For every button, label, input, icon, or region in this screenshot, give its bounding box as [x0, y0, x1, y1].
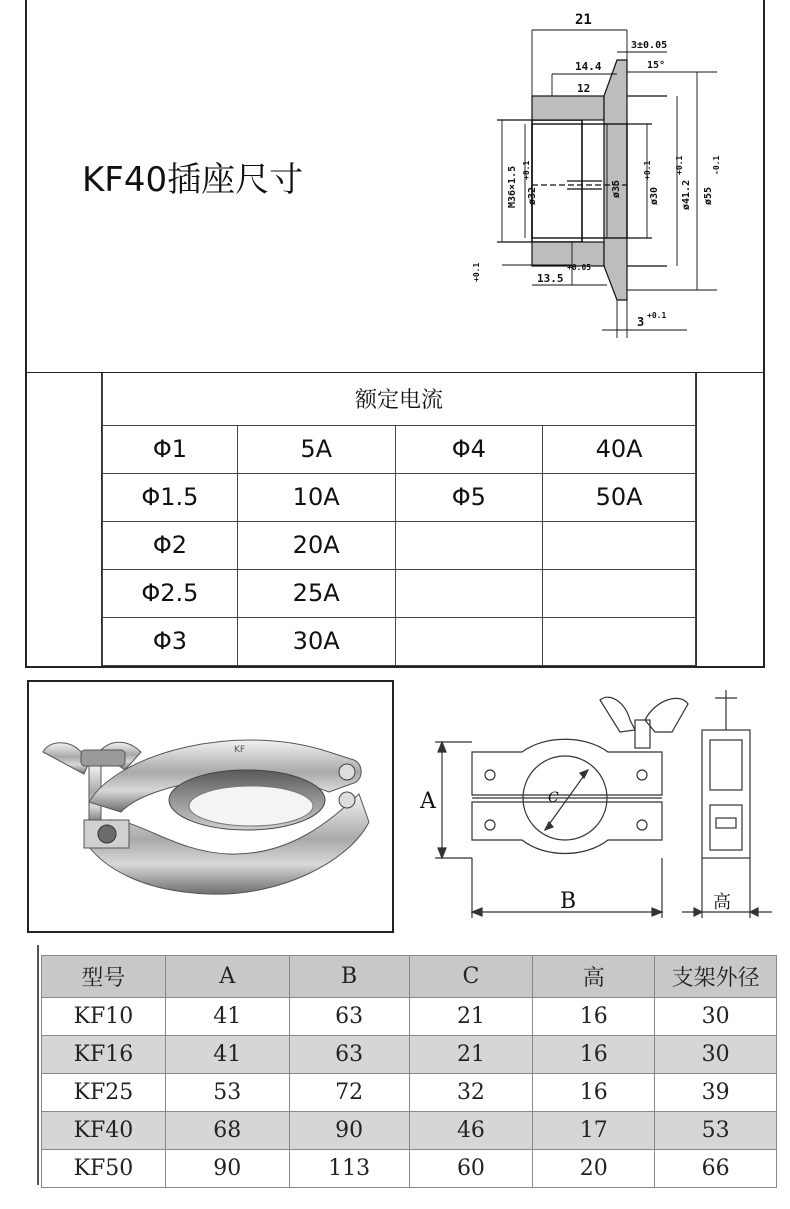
rated-current: 20A: [237, 521, 395, 569]
cell-bracket-od: 30: [655, 1036, 777, 1074]
rated-current-section: [25, 372, 765, 668]
cell-b: 90: [289, 1112, 409, 1150]
dim-phi55-tol: -0.1: [712, 155, 721, 175]
clamp-photo: [29, 682, 392, 931]
wire-diameter: Φ1.5: [103, 473, 238, 521]
cell-c: 46: [409, 1112, 533, 1150]
empty-cell: [543, 521, 696, 569]
table-row: [103, 425, 696, 473]
table-header-row: [103, 373, 696, 425]
table-row: [42, 1036, 777, 1074]
table-row: [42, 1074, 777, 1112]
rated-current: 50A: [543, 473, 696, 521]
empty-cell: [543, 617, 696, 665]
hinge-pin-icon: [339, 764, 355, 780]
rated-current: 40A: [543, 425, 696, 473]
cell-b: 63: [289, 1036, 409, 1074]
cell-c: 21: [409, 1036, 533, 1074]
cell-a: 41: [165, 1036, 289, 1074]
cell-b: 113: [289, 1150, 409, 1188]
table-row: [103, 569, 696, 617]
clamp-front-view: [435, 697, 688, 918]
cell-b: 72: [289, 1074, 409, 1112]
dim-12: 12: [577, 82, 591, 95]
label-b: B: [560, 889, 577, 914]
cell-model: KF40: [42, 1112, 166, 1150]
rated-current-table: [102, 373, 696, 666]
dim-tol-01: +0.1: [472, 262, 481, 282]
cell-model: KF10: [42, 998, 166, 1036]
wire-diameter: Φ3: [103, 617, 238, 665]
cell-model: KF16: [42, 1036, 166, 1074]
dim-m36: M36×1.5: [507, 165, 518, 208]
dim-13-5: 13.5: [537, 272, 564, 285]
cell-height: 20: [533, 1150, 655, 1188]
socket-dimension-section: [25, 0, 765, 372]
cell-height: 16: [533, 998, 655, 1036]
rated-current-header: 额定电流: [103, 373, 696, 425]
cell-a: 53: [165, 1074, 289, 1112]
label-a: A: [420, 789, 436, 814]
cell-c: 21: [409, 998, 533, 1036]
dim-phi55: ø55: [703, 186, 714, 205]
clamp-technical-drawing: [410, 680, 780, 930]
cell-a: 41: [165, 998, 289, 1036]
dim-14-4: 14.4: [575, 60, 602, 73]
wire-diameter: Φ2.5: [103, 569, 238, 617]
dim-phi32: ø32: [527, 186, 538, 205]
dim-15-deg: 15°: [647, 60, 666, 71]
dim-phi30-tol: +0.1: [643, 160, 652, 180]
empty-cell: [543, 569, 696, 617]
cell-a: 68: [165, 1112, 289, 1150]
rated-current: 30A: [237, 617, 395, 665]
table-row: [42, 1150, 777, 1188]
table-row: [103, 617, 696, 665]
cell-bracket-od: 66: [655, 1150, 777, 1188]
wire-diameter: Φ1: [103, 425, 238, 473]
col-header-height: 高: [533, 956, 655, 998]
dim-3-tol: 3±0.05: [631, 40, 668, 51]
col-header-a: A: [165, 956, 289, 998]
label-c: C: [548, 790, 559, 806]
cell-bracket-od: 39: [655, 1074, 777, 1112]
cell-model: KF25: [42, 1074, 166, 1112]
wire-diameter: Φ4: [395, 425, 543, 473]
cell-a: 90: [165, 1150, 289, 1188]
cell-height: 16: [533, 1074, 655, 1112]
cell-bracket-od: 53: [655, 1112, 777, 1150]
col-header-c: C: [409, 956, 533, 998]
dim-phi41: ø41.2: [681, 179, 692, 210]
table-header-row: [42, 956, 777, 998]
dim-13-5-tol: +0.05: [567, 263, 592, 272]
dim-phi35: ø35: [611, 179, 622, 198]
rated-current: 5A: [237, 425, 395, 473]
wire-diameter: Φ5: [395, 473, 543, 521]
table-row: [103, 521, 696, 569]
col-header-b: B: [289, 956, 409, 998]
rated-current: 10A: [237, 473, 395, 521]
clamp-photo-frame: [27, 680, 394, 933]
cell-c: 32: [409, 1074, 533, 1112]
wire-diameter: Φ2: [103, 521, 238, 569]
cell-model: KF50: [42, 1150, 166, 1188]
cell-height: 17: [533, 1112, 655, 1150]
col-header-bracket-od: 支架外径: [655, 956, 777, 998]
dim-3b-tol: +0.1: [647, 311, 667, 320]
socket-title: KF40插座尺寸: [82, 160, 304, 200]
dim-3b: 3: [637, 315, 645, 329]
empty-cell: [395, 569, 543, 617]
dim-phi30: ø30: [649, 186, 660, 205]
clamp-engraving: KF: [234, 745, 246, 755]
cell-height: 16: [533, 1036, 655, 1074]
dim-phi41-tol: +0.1: [675, 155, 684, 175]
cell-bracket-od: 30: [655, 998, 777, 1036]
dim-phi32-tol: +0.1: [522, 160, 531, 180]
table-row: [103, 473, 696, 521]
table-row: [42, 998, 777, 1036]
clamp-dimension-section: [37, 945, 777, 1185]
rated-current: 25A: [237, 569, 395, 617]
clamp-side-view: [682, 690, 772, 918]
clamp-dimension-table: [41, 955, 777, 1188]
cell-b: 63: [289, 998, 409, 1036]
cell-c: 60: [409, 1150, 533, 1188]
label-height: 高: [713, 892, 731, 913]
socket-technical-drawing: [27, 0, 767, 372]
table-row: [42, 1112, 777, 1150]
dim-21: 21: [575, 12, 592, 28]
empty-cell: [395, 521, 543, 569]
col-header-model: 型号: [42, 956, 166, 998]
right-divider: [696, 373, 697, 666]
dimension-text: [472, 12, 721, 329]
empty-cell: [395, 617, 543, 665]
